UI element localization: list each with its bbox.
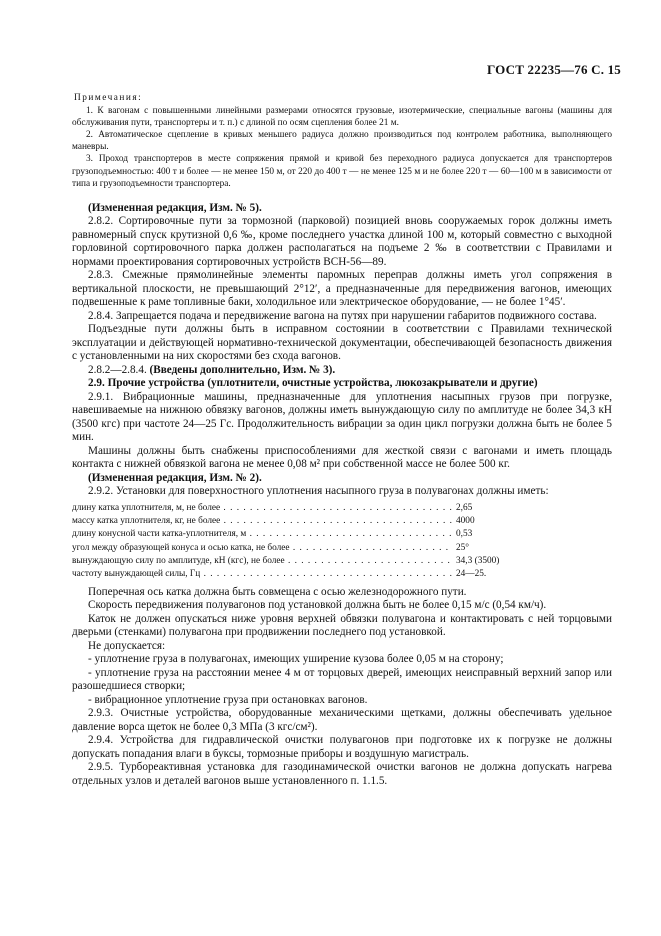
access-tracks-paragraph: Подъездные пути должны быть в исправном состоянии в соответствии с Правилами технической эксплуатации и действующей нормативно-технической документации, обеспечивающей безопасность движения с установленными на них скоростями без схода вагонов. bbox=[72, 323, 612, 363]
amendment-note-5: (Измененная редакция, Изм. № 5). bbox=[88, 201, 262, 214]
spec-row bbox=[72, 568, 612, 581]
spec-list bbox=[72, 502, 612, 582]
page-content bbox=[72, 92, 612, 788]
spec-row bbox=[72, 502, 612, 515]
spec-label: длину конусной части катка-уплотнителя, м . . . bbox=[72, 528, 452, 541]
roller-position-paragraph: Каток не должен опускаться ниже уровня верхней обвязки полувагона и контактировать с ней торцовыми дверьми (стенками) полувагона при продвижении последнего под установкой. bbox=[72, 612, 612, 639]
spec-value: 25° bbox=[456, 542, 470, 553]
bullet-item: - вибрационное уплотнение груза при остановках вагонов. bbox=[88, 693, 368, 706]
machines-paragraph: Машины должны быть снабжены приспособлениями для жесткой связи с вагонами и иметь площадь контакта с нижней обвязкой вагона не менее 0,08 м² при собственной массе не более 500 кг. bbox=[72, 444, 612, 471]
clause-range: 2.8.2—2.8.4. bbox=[88, 363, 147, 376]
spec-label: вынуждающую силу по амплитуде, кН (кгс), не более . . . bbox=[72, 555, 452, 568]
notes-block bbox=[72, 92, 612, 190]
clause-2-9-5: 2.9.5. Турбореактивная установка для газодинамической очистки вагонов не должна допускать нагрева отдельных узлов и деталей вагонов выше установленного п. 1.1.5. bbox=[72, 761, 612, 787]
spec-row bbox=[72, 542, 612, 555]
bullet-item: - уплотнение груза в полувагонах, имеющих уширение кузова более 0,05 м на сторону; bbox=[88, 653, 504, 666]
note-1: 1. К вагонам с повышенными линейными размерами относятся грузовые, изотермические, специальные вагоны (машины для обслуживания пути, транспортеры и т. п.) с длиной по осям сцепления более 21 м. bbox=[72, 106, 612, 129]
spec-value: 24—25. bbox=[456, 569, 487, 580]
clause-2-9-3: 2.9.3. Очистные устройства, оборудованные механическими щетками, должны обеспечивать удельное давление ворса щеток не более 0,3 МПа (3 кгс/см²). bbox=[72, 707, 612, 733]
amendment-label-3: (Введены дополнительно, Изм. № 3). bbox=[149, 363, 336, 376]
clause-2-9-1: 2.9.1. Вибрационные машины, предназначенные для уплотнения насыпных грузов при погрузке, навешиваемые на нижнюю обвязку вагонов, должны иметь вынуждающую силу по амплитуде не более 34,3 кН (3500 кгс) при частоте 24—25 Гс. Продолжительность вибрации за один цикл погрузки должна быть не более 5 мин. bbox=[72, 390, 612, 444]
clause-2-9-2: 2.9.2. Установки для поверхностного уплотнения насыпного груза в полувагонах должны иметь: bbox=[88, 485, 549, 498]
amendment-note-2: (Измененная редакция, Изм. № 2). bbox=[88, 471, 262, 484]
notes-title: Примечания: bbox=[74, 93, 143, 103]
bullet-item: - уплотнение груза на расстоянии менее 4 м от торцовых дверей, имеющих неисправный верхний запор или разошедшиеся створки; bbox=[72, 666, 612, 693]
clause-2-8-2: 2.8.2. Сортировочные пути за тормозной (парковой) позицией вновь сооружаемых горок должны иметь равномерный спуск крутизной 0,6 ‰, кроме последнего участка длиной 100 м, который совместно с выходной горловиной сортировочного парка должен располагаться на подъеме 2 ‰ в соответствии с Правилами и нормами проектирования сортировочных устройств ВСН-56—89. bbox=[72, 215, 612, 268]
spec-row bbox=[72, 515, 612, 528]
spec-label: угол между образующей конуса и осью катка, не более . . . bbox=[72, 542, 452, 555]
spec-row bbox=[72, 555, 612, 568]
not-allowed-heading: Не допускается: bbox=[88, 639, 166, 652]
clause-2-8-4: 2.8.4. Запрещается подача и передвижение вагона на путях при нарушении габаритов подвижного состава. bbox=[88, 309, 597, 322]
spec-value: 4000 bbox=[456, 516, 475, 527]
spec-label: частоту вынуждающей силы, Гц . . . bbox=[72, 568, 452, 581]
clause-2-8-3: 2.8.3. Смежные прямолинейные элементы паромных переправ должны иметь угол сопряжения в вертикальной плоскости, не превышающий 2°12′, а предназначенные для передвижения вагонов, имеющих подвешенные к раме топливные баки, холодильное или электрическое оборудование, — не более 1°45′. bbox=[72, 269, 612, 309]
note-2: 2. Автоматическое сцепление в кривых меньшего радиуса должно производиться под контролем работника, выполняющего маневры. bbox=[72, 130, 612, 153]
spec-value: 0,53 bbox=[456, 529, 473, 540]
section-2-9-heading: 2.9. Прочие устройства (уплотнители, очистные устройства, люкозакрыватели и другие) bbox=[88, 377, 538, 390]
clause-2-9-4: 2.9.4. Устройства для гидравлической очистки полувагонов при подготовке их к погрузке не должны допускать попадания влаги в буксы, тормозные приборы и воздушную магистраль. bbox=[72, 734, 612, 760]
spec-value: 34,3 (3500) bbox=[456, 555, 500, 566]
spec-label: длину катка уплотнителя, м, не более . . . bbox=[72, 502, 452, 515]
spec-row bbox=[72, 528, 612, 541]
roller-axis-paragraph: Поперечная ось катка должна быть совмещена с осью железнодорожного пути. bbox=[88, 585, 467, 598]
speed-paragraph: Скорость передвижения полувагонов под установкой должна быть не более 0,15 м/с (0,54 км/ч). bbox=[88, 599, 547, 612]
spec-label: массу катка уплотнителя, кг, не более . . . bbox=[72, 515, 452, 528]
amendment-note-3 bbox=[72, 364, 612, 378]
spec-value: 2,65 bbox=[456, 502, 473, 513]
main-text bbox=[72, 202, 612, 788]
note-3: 3. Проход транспортеров в месте сопряжения прямой и кривой без переходного радиуса допускается для транспортеров грузоподъемностью: 400 т и более — не менее 150 м, от 220 до 400 т — не менее 125 м и не более 220 т — 60—100 м в зависимости от типа и грузоподъемности транспортера. bbox=[72, 154, 612, 189]
page-header: ГОСТ 22235—76 С. 15 bbox=[487, 62, 621, 77]
